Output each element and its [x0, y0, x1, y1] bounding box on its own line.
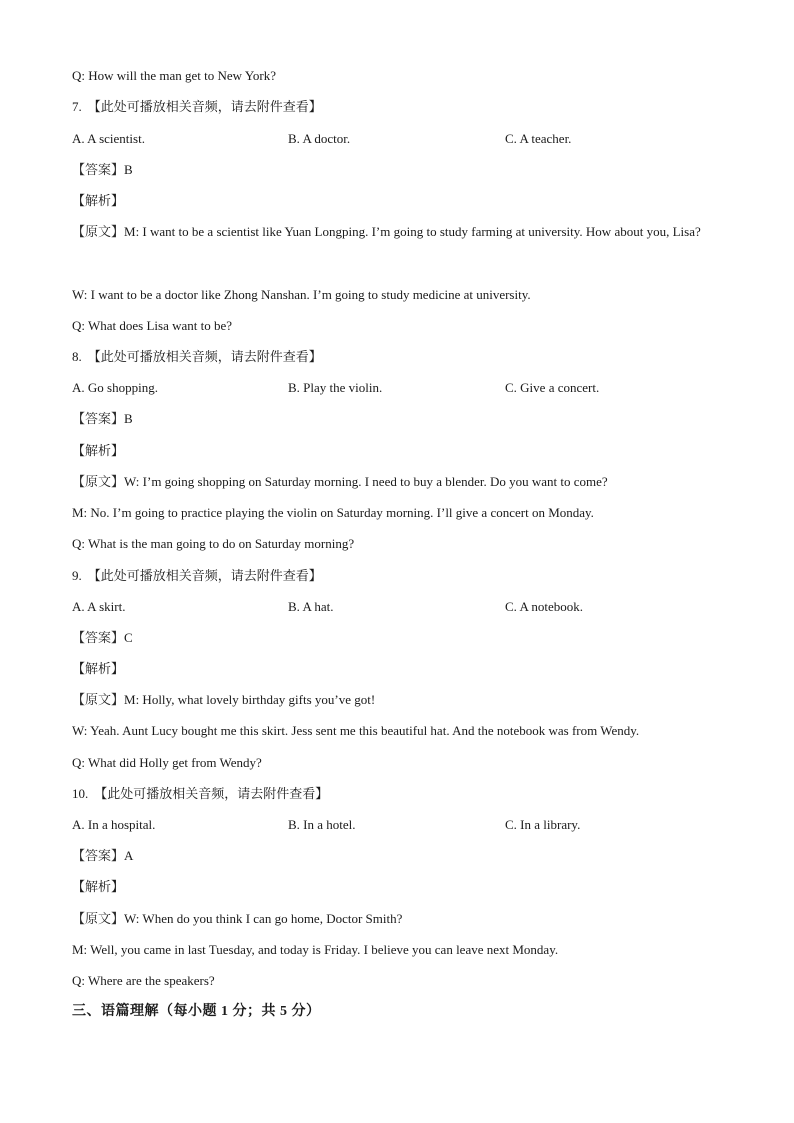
transcript-line: M: No. I’m going to practice playing the violin on Saturday morning. I’ll give a concert on Monday.	[72, 505, 594, 520]
transcript-line: M: Well, you came in last Tuesday, and today is Friday. I believe you can leave next Monday.	[72, 942, 559, 957]
analysis-label: 【解析】	[72, 661, 125, 676]
option-b: B. In a hotel.	[288, 817, 356, 832]
option-c: C. A notebook.	[505, 599, 584, 614]
option-c: C. Give a concert.	[505, 380, 600, 395]
answer-label: 【答案】	[72, 411, 125, 426]
question-10-options	[72, 816, 724, 834]
answer-label: 【答案】	[72, 630, 125, 645]
transcript-text: W: When do you think I can go home, Doctor Smith?	[124, 911, 403, 926]
answer-value: A	[124, 848, 134, 863]
question-7-header	[72, 98, 322, 116]
answer-line	[72, 410, 133, 428]
question-8-options	[72, 379, 724, 397]
analysis-label: 【解析】	[72, 443, 125, 458]
answer-line	[72, 161, 133, 179]
question-10-header	[72, 785, 328, 803]
analysis-label: 【解析】	[72, 879, 125, 894]
answer-value: B	[124, 162, 133, 177]
answer-value: B	[124, 411, 133, 426]
option-b: B. A hat.	[288, 599, 334, 614]
option-a: A. A scientist.	[72, 131, 145, 146]
question-number: 9.	[72, 568, 82, 583]
question-9-header	[72, 567, 322, 585]
question-9-options	[72, 598, 724, 616]
question-7-options	[72, 130, 724, 148]
question-text: Q: What did Holly get from Wendy?	[72, 755, 262, 770]
question-number: 8.	[72, 349, 82, 364]
transcript-text: W: I’m going shopping on Saturday morning. I need to buy a blender. Do you want to come?	[124, 474, 608, 489]
answer-line	[72, 847, 133, 865]
audio-placeholder: 【此处可播放相关音频，请去附件查看】	[87, 568, 322, 583]
audio-placeholder: 【此处可播放相关音频，请去附件查看】	[94, 786, 329, 801]
answer-label: 【答案】	[72, 848, 125, 863]
transcript-line	[72, 216, 724, 247]
transcript-label: 【原文】	[72, 474, 125, 489]
transcript-line	[72, 691, 375, 709]
answer-label: 【答案】	[72, 162, 125, 177]
transcript-label: 【原文】	[72, 692, 125, 707]
question-text: Q: Where are the speakers?	[72, 973, 215, 988]
answer-line	[72, 629, 133, 647]
option-a: A. Go shopping.	[72, 380, 158, 395]
question-number: 10.	[72, 786, 89, 801]
audio-placeholder: 【此处可播放相关音频，请去附件查看】	[87, 99, 322, 114]
transcript-line	[72, 473, 608, 491]
option-b: B. Play the violin.	[288, 380, 383, 395]
question-text: Q: How will the man get to New York?	[72, 68, 277, 83]
answer-value: C	[124, 630, 133, 645]
transcript-line: W: I want to be a doctor like Zhong Nanshan. I’m going to study medicine at university.	[72, 287, 531, 302]
audio-placeholder: 【此处可播放相关音频，请去附件查看】	[87, 349, 322, 364]
section-heading: 三、语篇理解（每小题 1 分；共 5 分）	[72, 1004, 321, 1019]
transcript-text: M: Holly, what lovely birthday gifts you’ve got!	[124, 692, 376, 707]
question-text: Q: What is the man going to do on Saturday morning?	[72, 536, 355, 551]
analysis-label: 【解析】	[72, 193, 125, 208]
question-number: 7.	[72, 99, 82, 114]
transcript-line: W: Yeah. Aunt Lucy bought me this skirt. Jess sent me this beautiful hat. And the notebook was from Wendy.	[72, 723, 640, 738]
option-c: C. A teacher.	[505, 131, 572, 146]
transcript-label: 【原文】	[72, 224, 125, 239]
option-c: C. In a library.	[505, 817, 581, 832]
question-8-header	[72, 348, 322, 366]
transcript-label: 【原文】	[72, 911, 125, 926]
option-a: A. In a hospital.	[72, 817, 156, 832]
transcript-text: M: I want to be a scientist like Yuan Longping. I’m going to study farming at university. How about you, Lisa?	[124, 224, 701, 239]
option-b: B. A doctor.	[288, 131, 351, 146]
option-a: A. A skirt.	[72, 599, 126, 614]
question-text: Q: What does Lisa want to be?	[72, 318, 233, 333]
transcript-line	[72, 910, 402, 928]
